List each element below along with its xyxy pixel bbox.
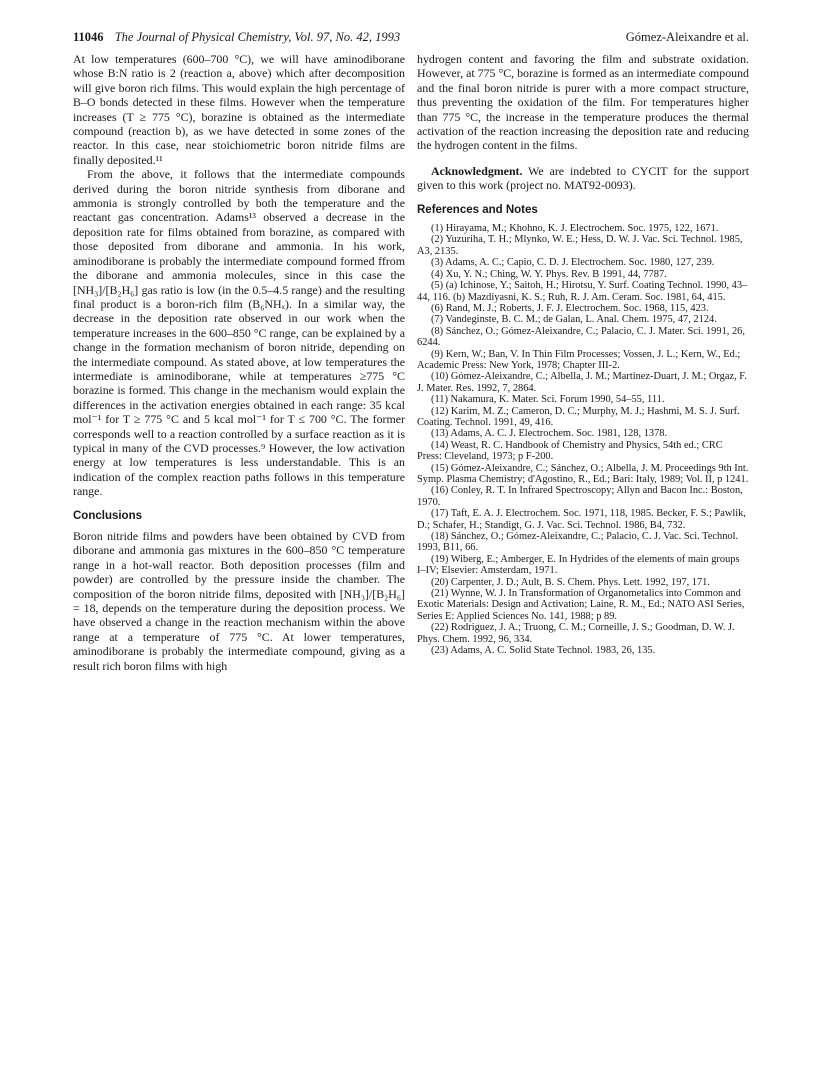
- reference-item: (1) Hirayama, M.; Khohno, K. J. Electrochem. Soc. 1975, 122, 1671.: [431, 223, 719, 235]
- page-header: [73, 30, 749, 48]
- reference-item: (17) Taft, E. A. J. Electrochem. Soc. 1971, 118, 1985. Becker, F. S.; Pawlik, D.; Schafer, H.; Standigt, G. J. Vac. Sci. Technol. 1986, B4, 732.: [417, 508, 746, 531]
- reference-item: (20) Carpenter, J. D.; Ault, B. S. Chem. Phys. Lett. 1992, 197, 171.: [431, 576, 710, 588]
- reference-item: (21) Wynne, W. J. In Transformation of Organometalics into Common and Exotic Materials: Design and Activation; Laine, R. M., Ed.; NATO ASI Series, Series E: Applied Sciences No. 141, 1988; p 89.: [417, 588, 745, 622]
- reference-item: (6) Rand, M. J.; Roberts, J. F. J. Electrochem. Soc. 1968, 115, 423.: [431, 302, 709, 314]
- reference-item: (12) Karim, M. Z.; Cameron, D. C.; Murphy, M. J.; Hashmi, M. S. J. Surf. Coating. Technol. 1991, 49, 416.: [417, 405, 740, 428]
- paragraph-aminodiborane: At low temperatures (600–700 °C), we will have aminodiborane whose B:N ratio is 2 (reaction a, above) which after decomposition will give boron rich films. This would explain the high percentage of B–O bonds detected in these films. However when the temperature increases (T ≥ 775 °C), borazine is obtained as the intermediate compound (reaction b), as we have detected in some zones of the reactor. In this case, near stoichiometric boron nitride films are finally deposited.¹¹: [73, 52, 405, 167]
- reference-item: (9) Kern, W.; Ban, V. In Thin Film Processes; Vossen, J. L.; Kern, W., Ed.; Academic Press: New York, 1978; Chapter III-2.: [417, 348, 741, 371]
- references-list: [417, 223, 749, 656]
- reference-item: (15) Gómez-Aleixandre, C.; Sánchez, O.; Albella, J. M. Proceedings 9th Int. Symp. Plasma Chemistry; d'Agostino, R., Ed.; Bari: Italy, 1989; Vol. II, p 1241.: [417, 462, 749, 485]
- left-column: [73, 52, 405, 673]
- reference-item: (5) (a) Ichinose, Y.; Saitoh, H.; Hirotsu, Y. Surf. Coating Technol. 1990, 43–44, 116. (b) Mazdiyasni, K. S.; Ruh, R. J. Am. Ceram. Soc. 1981, 64, 415.: [417, 280, 748, 303]
- reference-item: (8) Sánchez, O.; Gómez-Aleixandre, C.; Palacio, C. J. Mater. Sci. 1991, 26, 6244.: [417, 325, 745, 349]
- acknowledgment-text: We are indebted to CYCIT for the support given to this work (project no. MAT92-0093).: [417, 163, 749, 193]
- references-heading: References and Notes: [417, 203, 538, 216]
- paragraph-conclusions: Boron nitride films and powders have been obtained by CVD from diborane and ammonia gas mixtures in the 600–850 °C temperature range in a hot-wall reactor. Both deposition processes (film and powder) are controlled by the pressure inside the chamber. The composition of the boron nitride films, deposited with [NH₃]/[B₂H₆] = 18, depends on the temperature during the deposition process. We have observed a change in the reaction mechanism within the above range at a temperature of 775 °C. At lower temperatures, aminodiborane is probably the intermediate compound, giving as a result rich boron films with high: [73, 529, 405, 673]
- acknowledgment-label: Acknowledgment.: [431, 163, 523, 178]
- paragraph-intermediate-compounds: From the above, it follows that the intermediate compounds derived during the boron nitride synthesis from diborane and ammonia is strongly controlled by both the temperature and the reactant gas concentration. Adams¹³ observed a decrease in the deposition rate for films obtained from borazine, as compared with those deposited from diborane and ammonia. In his work, aminodiborane is probably the intermediate compound formed ffrom the diborane and ammonia molecules, since in this case the [NH₃]/[B₂H₆] gas ratio is low (in the 0.5–4.5 range) and the resulting final product is a boron-rich film (B₆NHₓ). In a similar way, the decrease in the deposition rate observed in our work when the temperature increases in the 600–850 °C range, can be explained by a change in the formation mechanism of boron nitride, depending on the intermediate compound. As stated above, at low temperatures the intermediate is aminodiborane, while at temperatures ≥775 °C borazine is formed. This change in the mechanism would explain the differences in the activation energies obtained in each range: 35 kcal mol⁻¹ for T ≥ 775 °C and 5 kcal mol⁻¹ for T ≤ 700 °C. The former corresponds well to a reaction controlled by a surface reaction as it is typical in many of the CVD processes.⁹ However, the low activation energy at low temperatures is less understandable. This is an indication of the complex reaction paths follows in this temperature range.: [73, 167, 405, 499]
- reference-item: (13) Adams, A. C. J. Electrochem. Soc. 1981, 128, 1378.: [431, 428, 668, 440]
- paragraph-hydrogen-content: hydrogen content and favoring the film and substrate oxidation. However, at 775 °C, borazine is formed as an intermediate compound and the final boron nitride is purer with a more compact structure, thus preventing the oxidation of the film. For temperatures higher than 775 °C, the increase in the temperature produces the thermal activation of the reaction increasing the deposition rate and reducing the hydrogen content in the films.: [417, 52, 749, 153]
- reference-item: (7) Vandeginste, B. C. M.; de Galan, L. Anal. Chem. 1975, 47, 2124.: [431, 314, 717, 326]
- reference-item: (4) Xu, Y. N.; Ching, W. Y. Phys. Rev. B 1991, 44, 7787.: [431, 268, 667, 280]
- reference-item: (2) Yuzuriha, T. H.; Mlynko, W. E.; Hess, D. W. J. Vac. Sci. Technol. 1985, A3, 2135.: [417, 234, 743, 257]
- reference-item: (11) Nakamura, K. Mater. Sci. Forum 1990, 54–55, 111.: [431, 394, 665, 406]
- journal-citation: The Journal of Physical Chemistry, Vol. 97, No. 42, 1993: [114, 30, 401, 44]
- reference-item: (10) Gómez-Aleixandre, C.; Albella, J. M.; Martinez-Duart, J. M.; Orgaz, F. J. Mater. Res. 1992, 7, 2864.: [417, 371, 747, 394]
- page-number: 11046: [73, 30, 104, 44]
- reference-item: (14) Weast, R. C. Handbook of Chemistry and Physics, 54th ed.; CRC Press: Cleveland, 1973; p F-200.: [417, 439, 723, 463]
- right-column: [417, 52, 749, 657]
- reference-item: (18) Sánchez, O.; Gómez-Aleixandre, C.; Palacio, C. J. Vac. Sci. Technol. 1993, B11, 66.: [417, 531, 739, 554]
- running-authors: Gómez-Aleixandre et al.: [625, 30, 749, 44]
- reference-item: (16) Conley, R. T. In Infrared Spectroscopy; Allyn and Bacon Inc.: Boston, 1970.: [417, 485, 743, 508]
- conclusions-heading: Conclusions: [73, 509, 143, 522]
- acknowledgment: [417, 164, 749, 193]
- reference-item: (19) Wiberg, E.; Amberger, E. In Hydrides of the elements of main groups I–IV; Elsevier: Amsterdam, 1971.: [417, 553, 740, 577]
- reference-item: (3) Adams, A. C.; Capio, C. D. J. Electrochem. Soc. 1980, 127, 239.: [431, 257, 715, 269]
- reference-item: (23) Adams, A. C. Solid State Technol. 1983, 26, 135.: [431, 645, 656, 657]
- reference-item: (22) Rodriguez, J. A.; Truong, C. M.; Corneille, J. S.; Goodman, D. W. J. Phys. Chem. 1992, 96, 334.: [417, 622, 735, 645]
